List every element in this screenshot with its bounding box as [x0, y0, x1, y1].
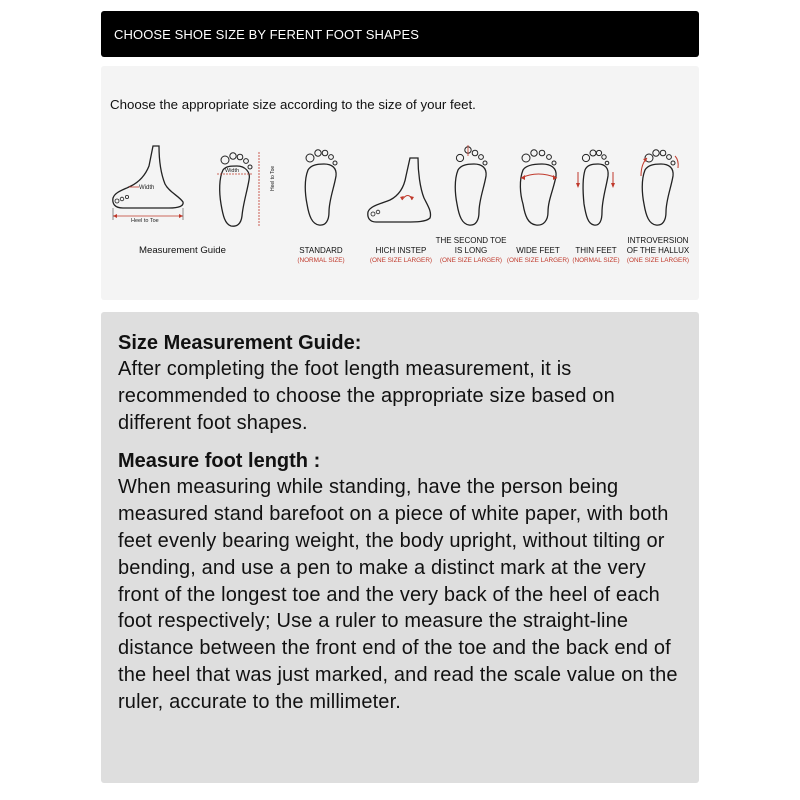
width-label-top: Width — [225, 168, 240, 174]
shape-note: (NORMAL SIZE) — [297, 257, 345, 264]
shape-label: THE SECOND TOE IS LONG — [435, 236, 507, 255]
measurement-foot-icon — [109, 146, 276, 226]
shape-standard — [288, 146, 354, 296]
shape-note: (ONE SIZE LARGER) — [626, 257, 690, 264]
guide-intro-text: Choose the appropriate size according to the size of your feet. — [110, 97, 476, 112]
shape-label: INTROVERSION OF THE HALLUX — [626, 236, 690, 255]
heel-to-toe-label-top: Heel to Toe — [270, 165, 276, 191]
shape-thin-feet — [563, 146, 629, 296]
measure-foot-length-body: When measuring while standing, have the person being measured stand barefoot on a piece of white paper, with both feet evenly bearing weight, the body upright, without tilting or bending, and use a pen to make a distinct mark at the very front of the longest toe and the very back of the heel of each foot respectively; Use a ruler to measure the straight-line distance between the front end of the toe and the back end of the heel that was just marked, and read the scale value on the ruler, accurate to the millimeter. — [118, 476, 678, 713]
measurement-guide-caption: Measurement Guide — [139, 245, 226, 256]
shape-label: WIDE FEET — [516, 245, 560, 255]
shape-label: THIN FEET — [575, 245, 617, 255]
second-toe-foot-icon — [448, 146, 494, 226]
shape-wide-feet — [505, 146, 571, 296]
measurement-illustration — [109, 146, 276, 296]
shape-label: STANDARD — [299, 245, 343, 255]
measure-foot-length-heading: Measure foot length : — [118, 450, 321, 473]
shape-note: (NORMAL SIZE) — [572, 257, 620, 264]
hallux-introversion-foot-icon — [635, 146, 681, 226]
shape-hallux-introversion — [625, 146, 691, 296]
high-instep-foot-icon — [366, 146, 436, 226]
shape-high-instep — [368, 146, 434, 296]
heel-to-toe-label-side: Heel to Toe — [131, 218, 159, 224]
thin-feet-icon — [573, 146, 619, 226]
header-bar — [101, 11, 699, 57]
shape-note: (ONE SIZE LARGER) — [439, 257, 503, 264]
standard-foot-icon — [298, 146, 344, 226]
shape-label: HICH INSTEP — [375, 245, 427, 255]
wide-feet-icon — [515, 146, 561, 226]
foot-shape-guide-card — [101, 66, 699, 300]
info-card — [101, 312, 699, 783]
shape-second-toe-long — [435, 146, 507, 296]
width-label: Width — [139, 185, 155, 191]
size-measurement-heading: Size Measurement Guide: — [118, 332, 362, 354]
size-measurement-body: After completing the foot length measurement, it is recommended to choose the appropriate size based on different foot shapes. — [118, 358, 615, 434]
shape-note: (ONE SIZE LARGER) — [369, 257, 433, 264]
header-title: CHOOSE SHOE SIZE BY FERENT FOOT SHAPES — [114, 26, 420, 42]
shape-note: (ONE SIZE LARGER) — [506, 257, 570, 264]
